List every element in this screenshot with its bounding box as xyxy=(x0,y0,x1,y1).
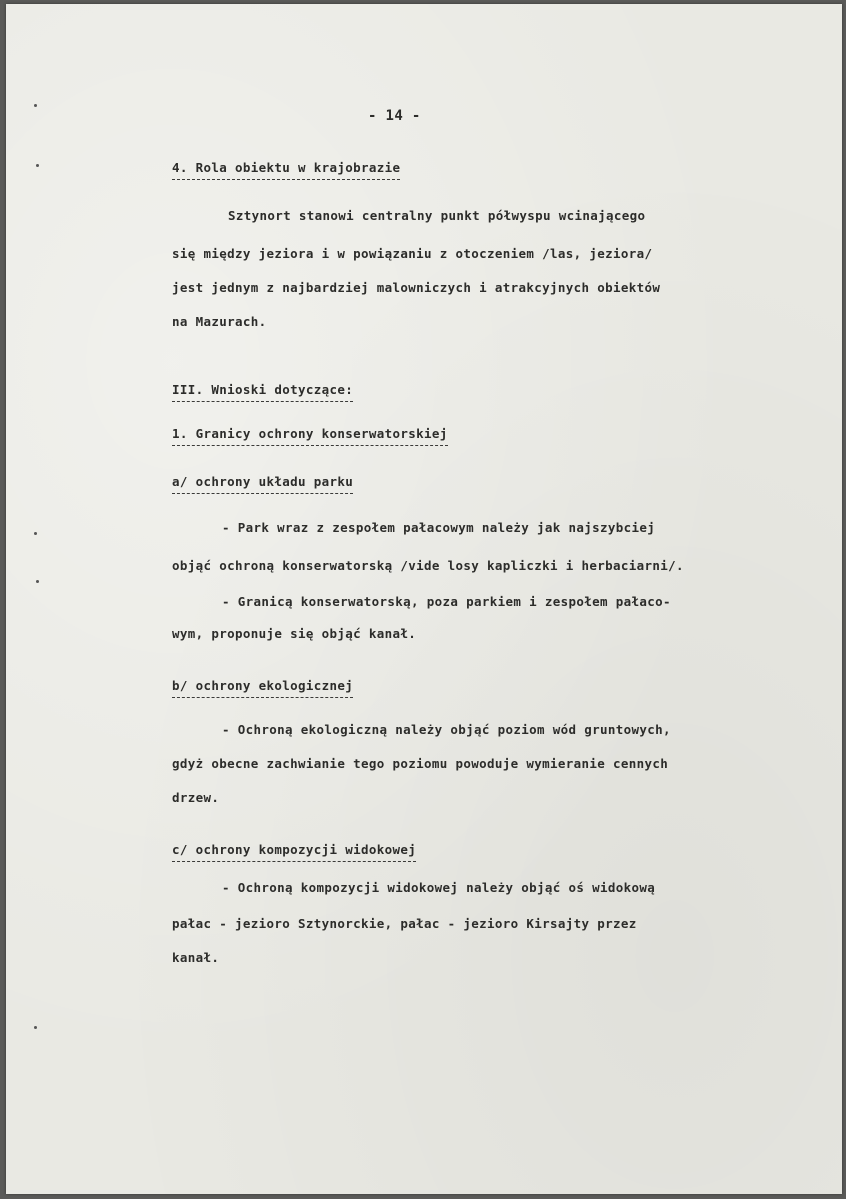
paragraph-line: pałac - jezioro Sztynorckie, pałac - jezioro Kirsajty przez xyxy=(172,916,637,931)
paragraph-line: - Park wraz z zespołem pałacowym należy jak najszybciej xyxy=(222,520,656,535)
paragraph-line: drzew. xyxy=(172,790,220,805)
section-heading-role: 4. Rola obiektu w krajobrazie xyxy=(172,160,400,180)
subsection-heading-ecology: b/ ochrony ekologicznej xyxy=(172,678,353,698)
paragraph-line: - Granicą konserwatorską, poza parkiem i zespołem pałaco- xyxy=(222,594,671,609)
punch-mark xyxy=(34,104,37,107)
paragraph-line: - Ochroną ekologiczną należy objąć poziom wód gruntowych, xyxy=(222,722,671,737)
paragraph-line: wym, proponuje się objąć kanał. xyxy=(172,626,417,641)
punch-mark xyxy=(34,1026,37,1029)
punch-mark xyxy=(36,580,39,583)
punch-mark xyxy=(36,164,39,167)
subsection-heading-boundary: 1. Granicy ochrony konserwatorskiej xyxy=(172,426,448,446)
paragraph-line: - Ochroną kompozycji widokowej należy objąć oś widokową xyxy=(222,880,656,895)
punch-mark xyxy=(34,532,37,535)
subsection-heading-park: a/ ochrony układu parku xyxy=(172,474,353,494)
paragraph-line: na Mazurach. xyxy=(172,314,267,329)
page-number: - 14 - xyxy=(368,108,421,124)
paragraph-line: Sztynort stanowi centralny punkt półwyspu wcinającego xyxy=(228,208,646,223)
paragraph-line: kanał. xyxy=(172,950,220,965)
section-heading-conclusions: III. Wnioski dotyczące: xyxy=(172,382,353,402)
paragraph-line: jest jednym z najbardziej malowniczych i atrakcyjnych obiektów xyxy=(172,280,661,295)
paragraph-line: gdyż obecne zachwianie tego poziomu powoduje wymieranie cennych xyxy=(172,756,669,771)
paragraph-line: objąć ochroną konserwatorską /vide losy kapliczki i herbaciarni/. xyxy=(172,558,684,573)
subsection-heading-composition: c/ ochrony kompozycji widokowej xyxy=(172,842,416,862)
paragraph-line: się między jeziora i w powiązaniu z otoczeniem /las, jeziora/ xyxy=(172,246,653,261)
